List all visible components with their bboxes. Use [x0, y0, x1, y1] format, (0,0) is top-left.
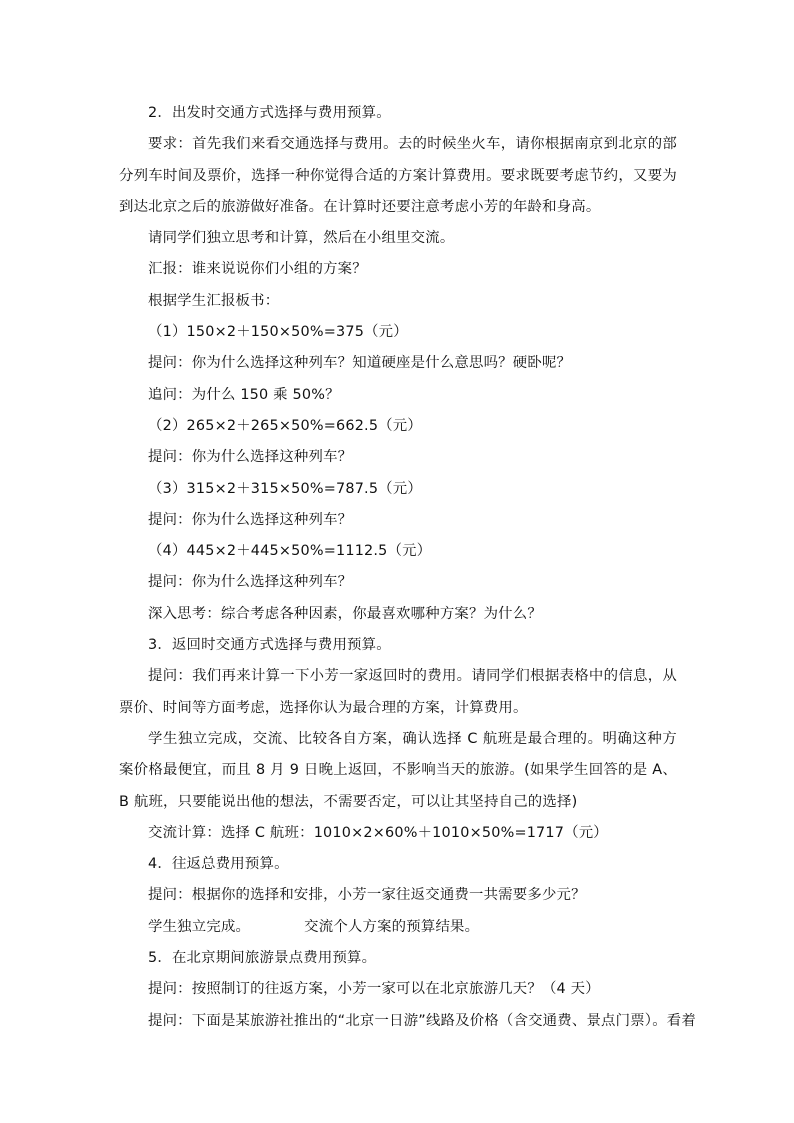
student-activity-line	[119, 912, 677, 943]
calculation-option-1: （1）150×2＋150×50%=375（元）	[148, 324, 408, 341]
requirement-paragraph: 要求：首先我们来看交通选择与费用。去的时候坐火车，请你根据南京到北京的部分列车时间及票价，选择一种你觉得合适的方案计算费用。要求既要考虑节约，又要为到达北京之后的旅游做好准备。在计算时还要注意考虑小芳的年龄和身高。	[119, 136, 677, 215]
deep-thinking-question: 深入思考：综合考虑各种因素，你最喜欢哪种方案？为什么？	[148, 605, 542, 622]
instruction-paragraph: 请同学们独立思考和计算，然后在小组里交流。	[148, 230, 455, 247]
calculation-option-3: （3）315×2＋315×50%=787.5（元）	[148, 480, 422, 497]
question-option-3: 提问：你为什么选择这种列车？	[148, 511, 353, 528]
student-activity-a: 学生独立完成。	[148, 918, 251, 935]
report-prompt: 汇报：谁来说说你们小组的方案？	[148, 261, 367, 278]
calculation-option-2: （2）265×2＋265×50%=662.5（元）	[148, 417, 422, 434]
flight-c-calculation: 交流计算：选择 C 航班：1010×2×60%＋1010×50%=1717（元）	[148, 824, 608, 841]
lesson-plan-body	[119, 98, 696, 1037]
student-activity-b: 交流个人方案的预算结果。	[304, 918, 480, 935]
student-work-paragraph: 学生独立完成，交流、比较各自方案，确认选择 C 航班是最合理的。明确这种方案价格最便宜，而且 8 月 9 日晚上返回，不影响当天的旅游。(如果学生回答的是 A、B 航班，只要能说出他的想法，不需要否定，可以让其坚持自己的选择)	[119, 730, 677, 810]
question-option-2: 提问：你为什么选择这种列车？	[148, 449, 353, 466]
blackboard-note: 根据学生汇报板书：	[148, 292, 280, 309]
days-question: 提问：按照制订的往返方案，小芳一家可以在北京旅游几天？（4 天）	[148, 981, 600, 998]
question-option-4: 提问：你为什么选择这种列车？	[148, 574, 353, 591]
section-heading-attractions-budget: 5．在北京期间旅游景点费用预算。	[148, 950, 377, 967]
tour-route-question: 提问：下面是某旅游社推出的“北京一日游”线路及价格（含交通费、景点门票）。看着	[148, 1012, 696, 1029]
question-option-1: 提问：你为什么选择这种列车？知道硬座是什么意思吗？硬卧呢？	[148, 355, 572, 372]
total-cost-question: 提问：根据你的选择和安排，小芳一家往返交通费一共需要多少元？	[148, 887, 586, 904]
return-cost-question: 提问：我们再来计算一下小芳一家返回时的费用。请同学们根据表格中的信息，从票价、时间等方面考虑，选择你认为最合理的方案，计算费用。	[119, 668, 677, 716]
follow-up-question: 追问：为什么 150 乘 50%？	[148, 386, 340, 403]
section-heading-return-transport: 3．返回时交通方式选择与费用预算。	[148, 637, 391, 654]
section-heading-departure-transport: 2．出发时交通方式选择与费用预算。	[148, 105, 391, 121]
section-heading-total-budget: 4．往返总费用预算。	[148, 856, 289, 873]
calculation-option-4: （4）445×2＋445×50%=1112.5（元）	[148, 543, 432, 560]
